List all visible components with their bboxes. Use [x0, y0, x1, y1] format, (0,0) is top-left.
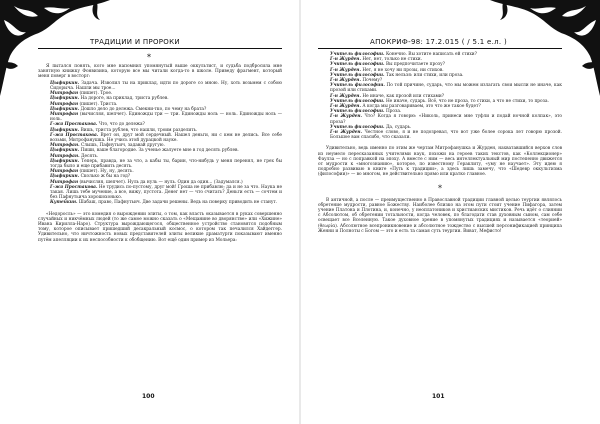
dialogue-line — [330, 83, 562, 93]
speech-text: По той причине, сударь, что мы можем излагать свои мысли не иначе, как прозой или стихами. — [330, 83, 562, 94]
outro-paragraph: «Недоросль» — это комедия о вырождении элиты, о том, как власть оказывается в руках совершенно случайных и никчёмных людей (то же самое можно сказать о «Мещанине во дворянстве» или «Хижине» Ивана Кирилла-Наро). Структура вырождающегося, общественное устройство становятся подобным тому, которое описывает пришедший десакральный космос, о котором так печалился Хайдеггер. Удивительно, что ничтожность новых представителей элиты великие драматурги показывают именно путём апелляции к их неспособности к обобщению. Вот ещё один пример из Мольера: — [38, 211, 282, 243]
speech-text: Врет он, друг мой сердечный. Нашел деньги, ни с кем не делись. Все себе возьми, Митрофанушка. Не учись этой дурацкой науке. — [50, 132, 282, 144]
speaker-name: Митрофан. — [50, 143, 80, 149]
speech-text: Нет, я не хочу ни прозы, ни стихов. — [362, 67, 444, 73]
speaker-name: Митрофан — [50, 169, 79, 175]
play-excerpt — [318, 52, 562, 140]
speech-text: Пиши, ваше благородие. За ученье жалуете мне в год десять рублев. — [80, 148, 239, 154]
paragraph-2: В античной, а после — преимущественно в Православной традиции главной целью теургии являлось обретение мудрости, равное Божеству. Наиболее близко на этом пути стоит учение Пифагора, затем учение Платона и Плотина, и, конечно, у неоплатоников и христианских мистиков. Речь идёт о слиянии с Абсолютом, об обретении тотальности, когда человек, по благодати став духовным сыном, сам себе освещает все Вселенную. Такое духовное зрение в упомянутых традициях и называется «теорией» (θεωρία). Абсолютное всепроникновение и абсолютное тождество с высшей персонификацией принципа Женни и Полноты с Богом — это и есть та самая суть теургии. Виват, Мефисто! — [318, 197, 562, 234]
speaker-name: Г-н Журден. — [330, 57, 361, 63]
speech-text: Не трудись по-пустому, друг мой! Гроша не прибавлю; да и не за что. Наука не такая. Лишь тебе мучение, а все, вижу, пустота. Денег нет — что считать? Деньги есть — сочтем и без Пафнутьича хорошохонько. — [50, 184, 282, 201]
intro-paragraph: Я пытался понять, кого мне напомнил упомянутый выше оккультист, и судьба подбросила мне занятную книжку Фонвизина, которую все мы читали когда-то в школе. Приведу фрагмент, который меня поверг в восторг: — [38, 64, 282, 80]
right-text-block — [318, 52, 562, 235]
speaker-name: Митрофан — [50, 179, 79, 185]
speech-text: (вычисляя, шепчет). Нуль да нуль — нуль. Один да один... (Задумался.) — [79, 179, 243, 185]
dialogue-line — [330, 130, 562, 140]
section-star: * — [438, 183, 442, 193]
speech-text: (пишет). Ну, ну, десять. — [79, 169, 134, 175]
speech-text: (пишет). Трое. — [79, 91, 113, 97]
speaker-name: Учитель философии. — [330, 124, 385, 130]
paragraph-1: Удивительно, ведь именно по этим же чертам Митрофанушка и Журден, нахватавшийся верхов слов из неумело пересказанных учителями наук, похожи на героев таких текстов, как «Коллекционер» Фаулза — но с поправкой на эпоху. А вместе с ним — весь интеллектуальный мир постепенно движется от мудрости к «многознанию», которое, по известному Гераклиту, «уму не научает». Эту идею я подробно развиваю в книге «Путь к традиции», а здесь лишь замечу, что «Шедевр оккультизма (философии)» — во многом, не действительно прямо или кратко главное. — [318, 146, 562, 178]
dialogue-line — [50, 200, 282, 205]
speech-text: Слышь, Пафнутьич, задавай другую. — [80, 143, 165, 149]
speech-text: На дороге, на приклад, триста рублев. — [80, 96, 169, 102]
speaker-name: Г-жа Простакова. — [50, 184, 98, 190]
speech-text: Нет, нет, только не стихи. — [362, 57, 422, 63]
left-text-block — [38, 64, 282, 244]
speaker-name: Митрофан — [50, 91, 79, 97]
speaker-name: Г-жа Простакова. — [50, 132, 99, 138]
speech-text: Дошло дело до дележа. Смекни-тко, по чему на брата? — [80, 106, 207, 112]
speech-text: Шабаш, право, Пафнутьич. Две задачи решены. Ведь на поверку приводить не станут. — [78, 200, 278, 206]
speech-text: (вычисляя, шепчет). Единожды три — три. Единожды ноль — ноль. Единожды ноль — ноль. — [50, 112, 282, 123]
dialogue-line — [50, 133, 282, 143]
speech-text: Что? Когда я говорю: «Николь, принеси мне туфли и подай ночной колпак», это проза? — [330, 114, 562, 125]
speaker-name: Учитель философии. — [330, 83, 385, 89]
speech-text: Проза. — [385, 109, 402, 115]
speech-text: Теперь, правда, не за что, а кабы ты, барин, что-нибудь у меня перенял, не грех бы тогда было и еще прибавить десять. — [50, 158, 282, 170]
speaker-name: Г-н Журден. — [330, 104, 361, 110]
speech-text: Сколько ж бы на год? — [80, 174, 131, 180]
dialogue-line — [50, 112, 282, 122]
speech-text: Не иначе, как прозой или стихами? — [362, 93, 445, 99]
dialogue-line — [50, 81, 282, 91]
right-page — [300, 0, 600, 424]
speaker-name: Г-н Журден. — [330, 67, 361, 73]
dialogue-line — [50, 159, 282, 169]
speaker-name: Кутейкин. — [50, 200, 78, 206]
speaker-name: Цыфиркин. — [50, 80, 80, 86]
speaker-name: Цыфиркин. — [50, 106, 80, 112]
speech-text: Конечно. Вы хотите написать ей стихи? — [385, 52, 477, 57]
speaker-name: Митрофан — [50, 101, 79, 107]
play-excerpt — [38, 81, 282, 206]
speaker-name: Учитель философии. — [330, 62, 385, 68]
speaker-name: Г-н Журден. — [330, 78, 361, 84]
speech-text: (пишет). Триста. — [79, 101, 118, 107]
speaker-name: Г-жа Простакова. — [50, 122, 98, 128]
dialogue-line — [330, 114, 562, 124]
dialogue-line — [50, 185, 282, 201]
speech-text: Вишь, триста рублев, что нашли, троим разделить. — [80, 127, 198, 133]
speaker-name: Цыфиркин. — [50, 158, 80, 164]
speech-text: Вы предпочитаете прозу? — [385, 62, 445, 68]
speech-text: А когда мы разговариваем, это что же такое будет? — [362, 104, 481, 110]
speaker-name: Учитель философии. — [330, 98, 385, 104]
speech-text: Почему? — [362, 78, 383, 84]
speech-text: Что, что до дележа? — [98, 122, 145, 128]
speaker-name: Цыфиркин. — [50, 148, 80, 154]
speech-text: Десять. — [80, 153, 99, 159]
header-rule — [38, 48, 282, 49]
speaker-name: Митрофан — [50, 112, 79, 118]
section-star: * — [147, 53, 151, 62]
speech-text: Не иначе, сударь. Всё, что не проза, то стихи, а что не стихи, то проза. — [385, 98, 549, 104]
speaker-name: Учитель философии. — [330, 72, 385, 78]
running-header: ТРАДИЦИИ И ПРОРОКИ — [90, 38, 180, 46]
page-number: 100 — [142, 393, 155, 400]
speaker-name: Г-н Журден. — [330, 130, 363, 136]
speaker-name: Цыфиркин. — [50, 96, 80, 102]
page-number: 101 — [432, 393, 445, 400]
speaker-name: Учитель философии. — [330, 52, 385, 57]
speaker-name: Митрофан. — [50, 153, 80, 159]
speaker-name: Учитель философии. — [330, 109, 385, 115]
speaker-name: Г-н Журден. — [330, 93, 361, 99]
speech-text: Задача. Изволил ты на приклад, идти по дороге со мною. Ну, хоть возьмем с собою Сидорыча. Нашли мы трое... — [50, 80, 282, 91]
speaker-name: Г-н Журден. — [330, 114, 363, 120]
speaker-name: Цыфиркин. — [50, 174, 80, 180]
header-rule — [318, 48, 562, 49]
speaker-name: Цыфиркин. — [50, 127, 80, 133]
speech-text: Да, сударь. — [385, 124, 412, 130]
speech-text: Честное слово, я и не подозревал, что вот уже более сорока лет говорю прозой. Большое вам спасибо, что сказали. — [330, 130, 562, 141]
speech-text: Так нельзя: или стихи, или проза. — [385, 72, 464, 78]
running-header: АПОКРИФ-98: 17.2.015 ( / 5.1 е.л. ) — [370, 38, 508, 46]
